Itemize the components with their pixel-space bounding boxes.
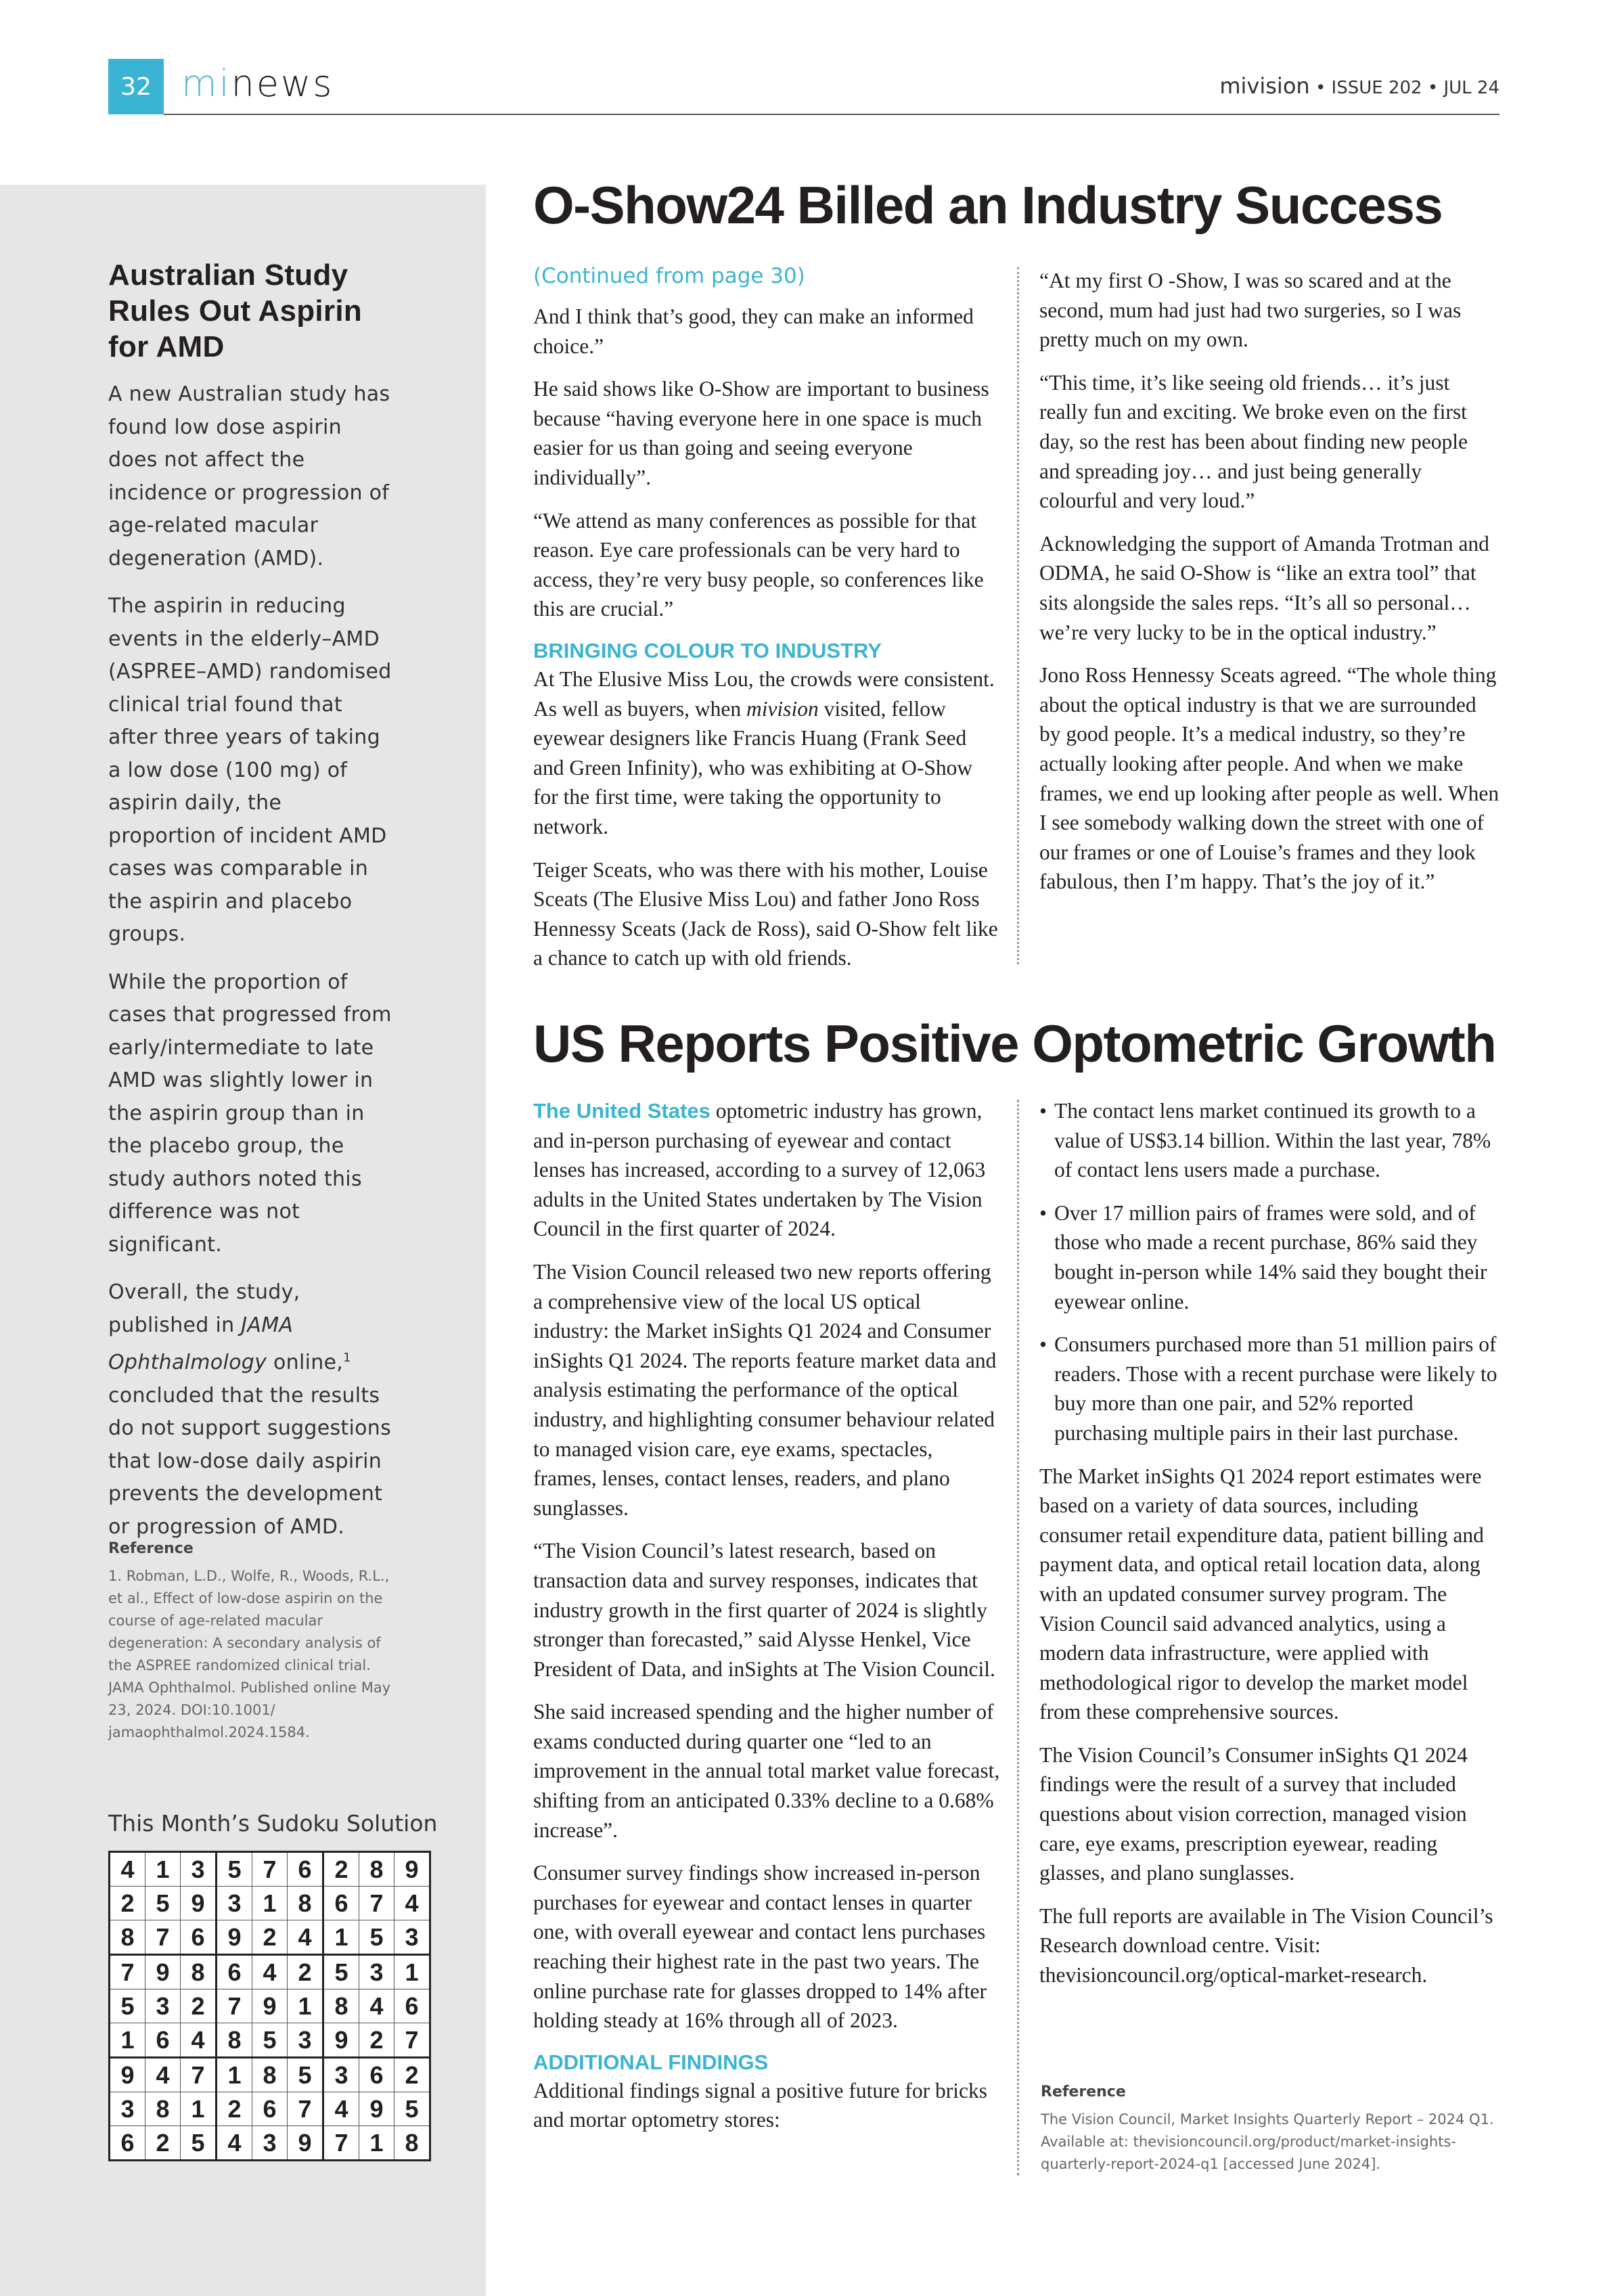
sudoku-cell: 8 <box>394 2126 430 2161</box>
sudoku-cell: 5 <box>110 1989 145 2023</box>
reference-label: Reference <box>1041 2084 1126 2100</box>
sudoku-cell: 9 <box>394 1852 430 1887</box>
sudoku-cell: 8 <box>323 1989 359 2023</box>
paragraph: Additional findings signal a positive future for bricks and mortar optometry stores: <box>533 2078 988 2132</box>
sudoku-cell: 9 <box>145 1955 181 1989</box>
paragraph: The full reports are available in The Vision Council’s Research download centre. Visit: thevisioncouncil.org/optical-market-research. <box>1039 1904 1493 1987</box>
journal-name: JAMA Ophthalmology <box>108 1313 294 1374</box>
sudoku-cell: 6 <box>252 2092 288 2126</box>
paragraph: While the proportion of cases that progressed from early/intermediate to late AMD was slightly lower in the aspirin group than in the placebo group, the study authors noted this difference was not significant. <box>108 970 392 1257</box>
sudoku-cell: 8 <box>145 2092 181 2126</box>
sudoku-cell: 2 <box>288 1955 323 1989</box>
sudoku-cell: 5 <box>323 1955 359 1989</box>
sudoku-row <box>110 1989 430 2023</box>
sudoku-cell: 4 <box>252 1955 288 1989</box>
sudoku-cell: 5 <box>394 2092 430 2126</box>
list-item: • The contact lens market continued its growth to a value of US$3.14 billion. Within the last year, 78% of contact lens users made a purchase. <box>1054 1096 1499 1185</box>
paragraph: The Vision Council’s Consumer inSights Q1 2024 findings were the result of a survey that included questions about vision correction, managed vision care, eye exams, prescription eyewear, reading glasses, and plano sunglasses. <box>1039 1742 1468 1885</box>
issue-date: JUL 24 <box>1443 78 1499 98</box>
footnote-marker: 1 <box>343 1351 351 1365</box>
sudoku-cell: 7 <box>145 1920 181 1955</box>
sudoku-cell: 3 <box>288 2023 323 2058</box>
subheading: ADDITIONAL FINDINGS <box>533 2050 769 2074</box>
sudoku-cell: 1 <box>217 2058 252 2092</box>
sudoku-cell: 4 <box>288 1920 323 1955</box>
sudoku-cell: 4 <box>145 2058 181 2092</box>
logo-mi: mi <box>181 62 231 105</box>
sudoku-cell: 9 <box>217 1920 252 1955</box>
page-number: 32 <box>108 59 164 114</box>
sudoku-cell: 1 <box>181 2092 217 2126</box>
reference-label: Reference <box>108 1540 194 1557</box>
sudoku-cell: 5 <box>359 1920 394 1955</box>
paragraph <box>533 665 1000 842</box>
sudoku-cell: 8 <box>110 1920 145 1955</box>
article2-reference <box>1041 2081 1501 2176</box>
publication-name: mivision <box>1219 73 1310 99</box>
list-item: • Over 17 million pairs of frames were sold, and of those who made a recent purchase, 86% said they bought in-person while 14% said they bought their eyewear online. <box>1054 1198 1499 1316</box>
sudoku-cell: 3 <box>359 1955 394 1989</box>
sudoku-cell: 6 <box>145 2023 181 2058</box>
article2-title: US Reports Positive Optometric Growth <box>533 1014 1496 1073</box>
sudoku-cell: 8 <box>252 2058 288 2092</box>
sudoku-cell: 7 <box>288 2092 323 2126</box>
sudoku-cell: 1 <box>252 1887 288 1920</box>
sudoku-cell: 5 <box>181 2126 217 2161</box>
sudoku-cell: 4 <box>110 1852 145 1887</box>
findings-list <box>1039 1096 1499 1448</box>
sudoku-cell: 2 <box>110 1887 145 1920</box>
sudoku-cell: 6 <box>288 1852 323 1887</box>
list-item: • Consumers purchased more than 51 million pairs of readers. Those with a recent purchase were likely to buy more than one pair, and 52% reported purchasing multiple pairs in their last purchase. <box>1054 1330 1499 1447</box>
section-logo <box>181 62 334 105</box>
sudoku-cell: 2 <box>323 1852 359 1887</box>
paragraph: “At my first O -Show, I was so scared and at the second, mum had just had two surgeries, so I was pretty much on my own. <box>1039 269 1462 352</box>
sudoku-cell: 1 <box>359 2126 394 2161</box>
sudoku-cell: 8 <box>359 1852 394 1887</box>
column-divider <box>1017 267 1019 964</box>
sudoku-cell: 4 <box>359 1989 394 2023</box>
sidebar-title: Australian Study Rules Out Aspirin for AMD <box>108 258 363 363</box>
sudoku-cell: 5 <box>252 2023 288 2058</box>
sudoku-row <box>110 1852 430 1887</box>
sudoku-cell: 4 <box>394 1887 430 1920</box>
sudoku-cell: 7 <box>181 2058 217 2092</box>
paragraph <box>108 1276 392 1544</box>
separator: • <box>1427 78 1439 98</box>
sudoku-grid <box>108 1851 431 2161</box>
paragraph: And I think that’s good, they can make an informed choice.” <box>533 305 974 358</box>
sudoku-cell: 8 <box>288 1887 323 1920</box>
sudoku-cell: 9 <box>323 2023 359 2058</box>
sudoku-cell: 2 <box>252 1920 288 1955</box>
paragraph: He said shows like O-Show are important to business because “having everyone here in one space is much easier for us than going and seeing everyone individually”. <box>533 377 989 489</box>
sudoku-cell: 3 <box>145 1989 181 2023</box>
sudoku-cell: 2 <box>359 2023 394 2058</box>
continued-note: (Continued from page 30) <box>533 264 805 288</box>
paragraph: “We attend as many conferences as possible for that reason. Eye care professionals can be very hard to access, they’re very busy people, so conferences like this are crucial.” <box>533 508 984 621</box>
sudoku-cell: 7 <box>110 1955 145 1989</box>
paragraph: She said increased spending and the higher number of exams conducted during quarter one “led to an improvement in the annual total market value forecast, shifting from an anticipated 0.33% decline to a 0.68% increase”. <box>533 1700 1000 1842</box>
sudoku-cell: 9 <box>359 2092 394 2126</box>
sudoku-row <box>110 2092 430 2126</box>
separator: • <box>1315 78 1326 98</box>
text: Overall, the study, published in <box>108 1280 300 1337</box>
sudoku-cell: 6 <box>110 2126 145 2161</box>
sudoku-cell: 7 <box>359 1887 394 1920</box>
logo-news: news <box>231 62 334 105</box>
sudoku-cell: 6 <box>217 1955 252 1989</box>
sudoku-cell: 9 <box>110 2058 145 2092</box>
article1-left-column <box>533 264 1000 987</box>
sudoku-cell: 6 <box>181 1920 217 1955</box>
paragraph: Jono Ross Hennessy Sceats agreed. “The whole thing about the optical industry is that we are surrounded by good people. It’s a medical industry, so they’re actually looking after people. And when we make frames, we end up looking after people as well. When I see somebody walking down the street with one of our frames or one of Louise’s frames and they look fabulous, then I’m happy. That’s the joy of it.” <box>1039 663 1499 894</box>
sudoku-cell: 5 <box>145 1887 181 1920</box>
sudoku-cell: 5 <box>288 2058 323 2092</box>
article2-left-column <box>533 1096 1000 2148</box>
paragraph: “The Vision Council’s latest research, based on transaction data and survey responses, indicates that industry growth in the first quarter of 2024 is slightly stronger than forecasted,” said Alysse Henkel, Vice President of Data, and inSights at The Vision Council. <box>533 1539 995 1681</box>
text: online, <box>267 1351 344 1374</box>
sudoku-cell: 2 <box>181 1989 217 2023</box>
sudoku-cell: 4 <box>217 2126 252 2161</box>
reference-text: The Vision Council, Market Insights Quarterly Report – 2024 Q1. Available at: thevisioncouncil.org/product/market-insights-quarterly-report-2024-q1 [accessed June 2024]. <box>1041 2111 1494 2172</box>
sudoku-cell: 2 <box>217 2092 252 2126</box>
sudoku-cell: 6 <box>359 2058 394 2092</box>
sudoku-cell: 7 <box>394 2023 430 2058</box>
sudoku-cell: 7 <box>217 1989 252 2023</box>
paragraph <box>533 1096 1000 1244</box>
sudoku-cell: 9 <box>252 1989 288 2023</box>
issue-info <box>1219 73 1499 99</box>
sudoku-cell: 1 <box>394 1955 430 1989</box>
sudoku-row <box>110 2058 430 2092</box>
lead-in: The United States <box>533 1099 710 1123</box>
text: concluded that the results do not support suggestions that low-dose daily aspirin prevents the development or progression of AMD. <box>108 1383 392 1539</box>
sudoku-cell: 7 <box>323 2126 359 2161</box>
sudoku-cell: 9 <box>288 2126 323 2161</box>
sudoku-cell: 4 <box>323 2092 359 2126</box>
sudoku-cell: 3 <box>323 2058 359 2092</box>
paragraph: The Market inSights Q1 2024 report estimates were based on a variety of data sources, including consumer retail expenditure data, patient billing and payment data, and optical retail location data, along with an updated consumer survey program. The Vision Council said advanced analytics, using a modern data infrastructure, were applied with methodological rigor to develop the market model from these comprehensive sources. <box>1039 1464 1484 1724</box>
paragraph: “This time, it’s like seeing old friends… it’s just really fun and exciting. We broke even on the first day, so the rest has been about finding new people and spreading joy… and just being generally colourful and very loud.” <box>1039 370 1468 513</box>
sudoku-cell: 1 <box>145 1852 181 1887</box>
sudoku-cell: 8 <box>217 2023 252 2058</box>
text: At The Elusive Miss Lou, the crowds were consistent. As well as buyers, when <box>533 667 995 721</box>
sudoku-cell: 3 <box>217 1887 252 1920</box>
sudoku-cell: 4 <box>181 2023 217 2058</box>
paragraph: The Vision Council released two new reports offering a comprehensive view of the local US optical industry: the Market inSights Q1 2024 and Consumer inSights Q1 2024. The reports feature market data and analysis estimating the performance of the optical industry, and highlighting consumer behaviour related to managed vision care, eye exams, spectacles, frames, lenses, contact lenses, readers, and plano sunglasses. <box>533 1259 997 1520</box>
paragraph: Acknowledging the support of Amanda Trotman and ODMA, he said O-Show is “like an extra tool” that sits alongside the sales reps. “It’s all so personal… we’re very lucky to be in the optical industry.” <box>1039 531 1489 644</box>
text: optometric industry has grown, and in-person purchasing of eyewear and contact lenses has increased, according to a survey of 12,063 adults in the United States undertaken by The Vision Council in the first quarter of 2024. <box>533 1099 986 1241</box>
sudoku-cell: 5 <box>217 1852 252 1887</box>
header-rule <box>164 114 1499 115</box>
sudoku-cell: 1 <box>288 1989 323 2023</box>
sudoku-cell: 1 <box>110 2023 145 2058</box>
article1-title: O-Show24 Billed an Industry Success <box>533 175 1443 235</box>
sudoku-title: This Month’s Sudoku Solution <box>108 1810 438 1837</box>
sudoku-cell: 1 <box>323 1920 359 1955</box>
sudoku-cell: 2 <box>394 2058 430 2092</box>
sidebar-article <box>108 257 392 1558</box>
paragraph: The aspirin in reducing events in the elderly–AMD (ASPREE–AMD) randomised clinical trial found that after three years of taking a low dose (100 mg) of aspirin daily, the proportion of incident AMD cases was comparable in the aspirin and placebo groups. <box>108 594 392 946</box>
sudoku-row <box>110 1955 430 1989</box>
column-divider <box>1017 1100 1019 2176</box>
sudoku-cell: 3 <box>181 1852 217 1887</box>
sudoku-row <box>110 1887 430 1920</box>
sudoku-cell: 2 <box>145 2126 181 2161</box>
text: visited, fellow eyewear designers like Francis Huang (Frank Seed and Green Infinity), who was exhibiting at O-Show for the first time, were taking the opportunity to network. <box>533 696 973 838</box>
subheading: BRINGING COLOUR TO INDUSTRY <box>533 638 882 662</box>
article2-right-column <box>1039 1096 1499 2004</box>
publication-name: mivision <box>746 696 819 721</box>
sudoku-cell: 6 <box>394 1989 430 2023</box>
sudoku-row <box>110 1920 430 1955</box>
sudoku-cell: 3 <box>394 1920 430 1955</box>
sudoku-cell: 3 <box>252 2126 288 2161</box>
sudoku-cell: 8 <box>181 1955 217 1989</box>
paragraph: Teiger Sceats, who was there with his mother, Louise Sceats (The Elusive Miss Lou) and father Jono Ross Hennessy Sceats (Jack de Ross), said O-Show felt like a chance to catch up with old friends. <box>533 857 998 970</box>
issue-number: ISSUE 202 <box>1331 78 1422 98</box>
paragraph: Consumer survey findings show increased in-person purchases for eyewear and contact lenses in quarter one, with overall eyewear and contact lens purchases reaching their highest rate in the past two years. The online purchase rate for glasses dropped to 14% after holding steady at 16% through all of 2023. <box>533 1861 987 2033</box>
article1-right-column <box>1039 266 1499 910</box>
sudoku-cell: 3 <box>110 2092 145 2126</box>
sidebar-reference <box>108 1537 392 1744</box>
sudoku-cell: 7 <box>252 1852 288 1887</box>
sudoku-row <box>110 2023 430 2058</box>
sudoku-row <box>110 2126 430 2161</box>
sudoku-cell: 9 <box>181 1887 217 1920</box>
reference-text: 1. Robman, L.D., Wolfe, R., Woods, R.L., et al., Effect of low-dose aspirin on the course of age-related macular degeneration: A secondary analysis of the ASPREE randomized clinical trial. JAMA Ophthalmol. Published online May 23, 2024. DOI:10.1001/ jamaophthalmol.2024.1584. <box>108 1568 391 1740</box>
paragraph: A new Australian study has found low dose aspirin does not affect the incidence or progression of age-related macular degeneration (AMD). <box>108 382 390 570</box>
sudoku-cell: 6 <box>323 1887 359 1920</box>
